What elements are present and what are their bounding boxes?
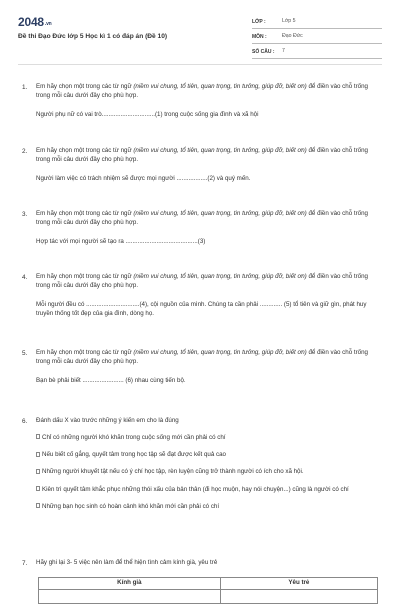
meta-label: LỚP :: [252, 18, 266, 25]
column-header-children: Yêu trẻ: [220, 578, 377, 590]
prompt-post: để điền vào chỗ trống trong mỗi câu dưới đây cho phù hợp.: [36, 210, 368, 226]
page-header: [0, 0, 400, 66]
checkbox-option[interactable]: [36, 451, 378, 460]
meta-value: Lớp 5: [282, 18, 296, 25]
prompt-pre: Em hãy chọn một trong các từ ngữ: [36, 349, 134, 356]
question-prompt: [36, 349, 378, 367]
question-prompt: [36, 210, 378, 228]
table-row: [39, 590, 378, 604]
prompt-word-bank: (niềm vui chung, tổ tiên, quan trọng, tin tưởng, giúp đỡ, biết ơn): [133, 83, 307, 90]
meta-box: [252, 14, 382, 59]
header-divider: [18, 64, 382, 65]
prompt-post: để điền vào chỗ trống trong mỗi câu dưới đây cho phù hợp.: [36, 273, 368, 289]
meta-row-count: [252, 44, 382, 59]
checkbox-icon[interactable]: [36, 486, 40, 491]
prompt-post: để điền vào chỗ trống trong mỗi câu dưới đây cho phù hợp.: [36, 147, 368, 163]
checkbox-icon[interactable]: [36, 434, 40, 439]
prompt-pre: Em hãy chọn một trong các từ ngữ: [36, 273, 134, 280]
checkbox-option[interactable]: [36, 468, 378, 477]
checkbox-option[interactable]: [36, 503, 378, 512]
question-prompt: Hãy ghi lại 3- 5 việc nên làm để thể hiện tình cảm kính già, yêu trẻ: [36, 559, 218, 566]
prompt-word-bank: (niềm vui chung, tổ tiên, quan trọng, tin tưởng, giúp đỡ, biết ơn): [133, 147, 307, 154]
prompt-pre: Em hãy chọn một trong các từ ngữ: [36, 147, 134, 154]
meta-label: SỐ CÂU :: [252, 48, 275, 55]
fill-in-sentence: Người phụ nữ có vai trò...............................(1) trong cuộc sống gia đình và xã hội: [36, 110, 259, 118]
question-number: 4.: [22, 274, 28, 281]
meta-row-class: [252, 14, 382, 29]
question-prompt: [36, 147, 378, 165]
option-label: Kiên trì quyết tâm khắc phục những thói xấu của bản thân (đi học muộn, hay nói chuyện...) cũng là người có chí: [42, 485, 349, 493]
table-cell[interactable]: [39, 590, 221, 604]
table-cell[interactable]: [220, 590, 377, 604]
table-header-row: [39, 578, 378, 590]
fill-in-sentence: Hợp tác với mọi người sẽ tạo ra ..........................................(3): [36, 237, 206, 245]
site-logo[interactable]: [18, 14, 52, 31]
column-header-elders: Kính già: [39, 578, 221, 590]
checkbox-option[interactable]: [36, 486, 378, 495]
fill-in-sentence: Bạn bè phải biết ........................ (6) nhau cùng tiến bộ.: [36, 376, 186, 384]
prompt-word-bank: (niềm vui chung, tổ tiên, quan trọng, tin tưởng, giúp đỡ, biết ơn): [133, 273, 307, 280]
fill-in-sentence: Người làm việc có trách nhiệm sẽ được mọi người ..................(2) và quý mến.: [36, 174, 251, 182]
option-label: Những người khuyết tật nếu có ý chí học tập, rèn luyện cũng trở thành người có ích cho xã hội.: [42, 468, 304, 476]
checkbox-icon[interactable]: [36, 503, 40, 508]
logo-suffix: .vn: [44, 21, 52, 27]
prompt-word-bank: (niềm vui chung, tổ tiên, quan trọng, tin tưởng, giúp đỡ, biết ơn): [133, 210, 307, 217]
question-number: 7.: [22, 560, 28, 567]
meta-value: 7: [282, 48, 285, 55]
question-number: 5.: [22, 350, 28, 357]
prompt-pre: Em hãy chọn một trong các từ ngữ: [36, 210, 134, 217]
question-prompt: [36, 273, 378, 291]
option-label: Chỉ có những người khó khăn trong cuộc sống mới cần phải có chí: [42, 433, 226, 441]
meta-row-subject: [252, 29, 382, 44]
question-number: 3.: [22, 211, 28, 218]
checkbox-option[interactable]: [36, 434, 378, 443]
prompt-post: để điền vào chỗ trống trong mỗi câu dưới đây cho phù hợp.: [36, 349, 368, 365]
prompt-word-bank: (niềm vui chung, tổ tiên, quan trọng, tin tưởng, giúp đỡ, biết ơn): [133, 349, 307, 356]
question-prompt: Đánh dấu X vào trước những ý kiến em cho là đúng: [36, 417, 179, 424]
meta-label: MÔN :: [252, 33, 267, 40]
question-number: 2.: [22, 148, 28, 155]
question-number: 1.: [22, 84, 28, 91]
option-label: Nếu biết cố gắng, quyết tâm trong học tập sẽ đạt được kết quả cao: [42, 451, 226, 459]
meta-value: Đạo Đức: [282, 33, 303, 40]
option-label: Những bạn học sinh có hoàn cảnh khó khăn mới cần phải có chí: [42, 502, 220, 510]
document-title: Đề thi Đạo Đức lớp 5 Học kì 1 có đáp án (Đề 10): [18, 33, 168, 40]
question-prompt: [36, 83, 378, 101]
checkbox-icon[interactable]: [36, 469, 40, 474]
prompt-pre: Em hãy chọn một trong các từ ngữ: [36, 83, 134, 90]
logo-text: 2048: [18, 15, 44, 29]
fill-in-sentence: Mỗi người đều có ...............................(4), cội nguồn của mình. Chúng ta cần phải ............. (5) tổ tiên và giữ gìn, phát huy truyền thống tốt đẹp của gia đình, dòng họ.: [36, 300, 367, 317]
question-number: 6.: [22, 418, 28, 425]
checkbox-icon[interactable]: [36, 452, 40, 457]
prompt-post: để điền vào chỗ trống trong mỗi câu dưới đây cho phù hợp.: [36, 83, 368, 99]
